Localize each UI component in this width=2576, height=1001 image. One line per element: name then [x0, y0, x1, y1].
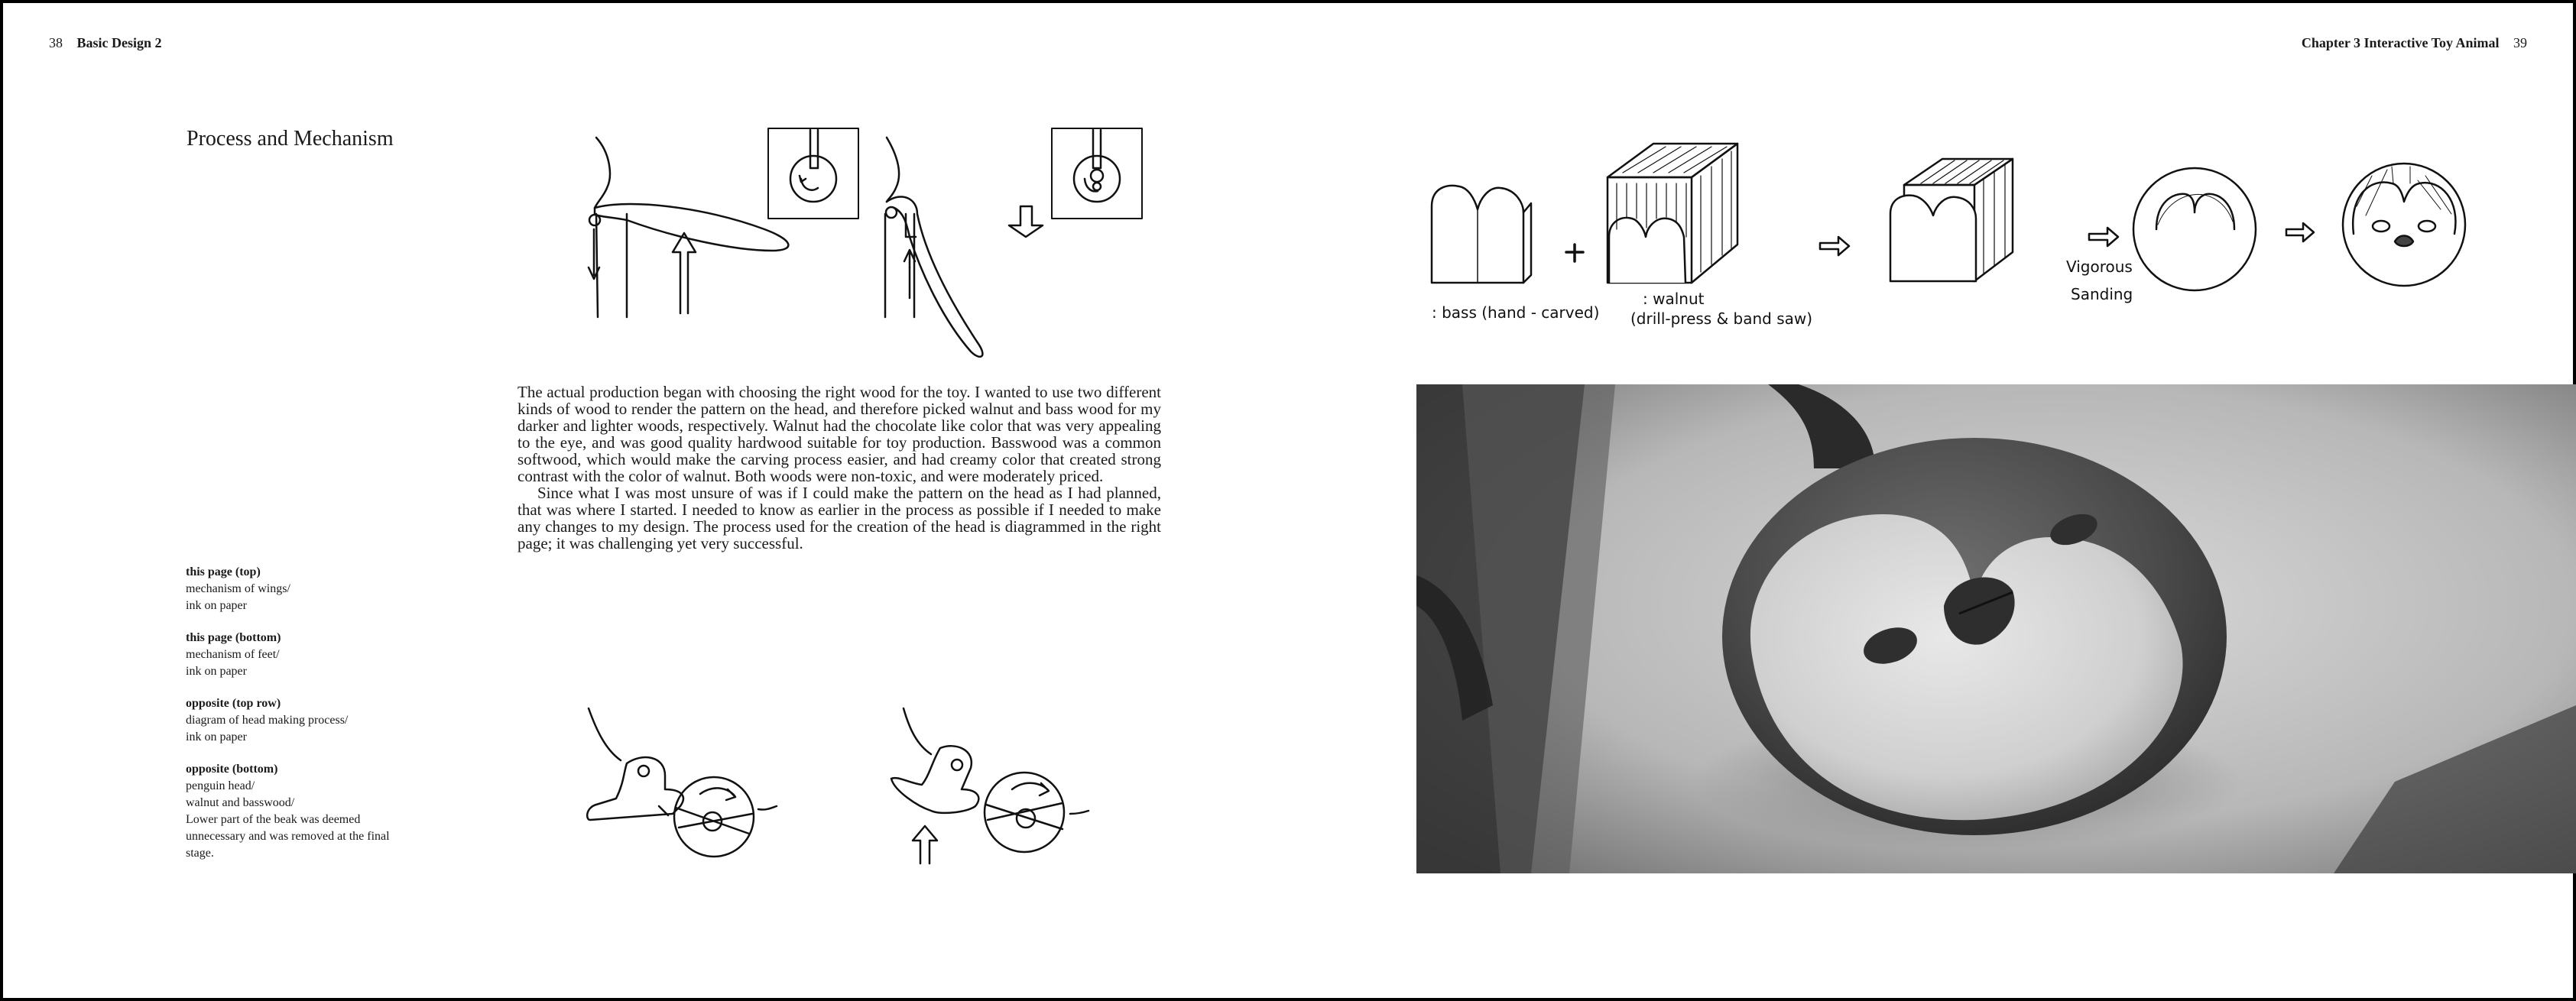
- caption-title: this page (bottom): [186, 631, 281, 644]
- captions: [186, 564, 430, 877]
- caption-line: mechanism of feet/: [186, 648, 280, 661]
- body-paragraph-2: Since what I was most unsure of was if I could make the pattern on the head as I had planned, that was where I started. I needed to know as earlier in the process as possible if I needed to make any changes to my design. The process used for the creation of the head is diagrammed in the right page; it was challenging yet very successful.: [517, 484, 1161, 552]
- caption-line: penguin head/: [186, 779, 255, 792]
- label-walnut: : walnut: [1643, 290, 1705, 308]
- caption-this-page-top: [186, 564, 430, 614]
- wing-mechanism-sketch: [550, 122, 1162, 367]
- right-running-title: Chapter 3 Interactive Toy Animal: [2301, 35, 2500, 50]
- caption-line: unnecessary and was removed at the final: [186, 830, 390, 843]
- caption-title: opposite (bottom): [186, 763, 278, 776]
- right-running-head: [2302, 35, 2527, 51]
- caption-opposite-bottom: [186, 761, 430, 862]
- penguin-head-photo-art: [1416, 384, 2576, 873]
- caption-line: stage.: [186, 847, 214, 860]
- caption-line: ink on paper: [186, 731, 247, 743]
- left-running-head: [49, 35, 162, 51]
- right-page-number: 39: [2513, 35, 2527, 50]
- label-walnut-method: (drill-press & band saw): [1630, 309, 1813, 328]
- head-making-process-diagram: [1416, 130, 2555, 344]
- penguin-head-photo: [1416, 384, 2576, 873]
- walnut-block-sketch: [1608, 144, 1737, 283]
- left-page-number: 38: [49, 35, 63, 50]
- caption-line: ink on paper: [186, 599, 247, 612]
- caption-line: Lower part of the beak was deemed: [186, 813, 361, 826]
- body-text: [517, 384, 1161, 552]
- label-bass: : bass (hand - carved): [1432, 303, 1600, 322]
- label-vigorous: Vigorous: [2066, 258, 2133, 276]
- caption-opposite-top-row: [186, 695, 430, 746]
- left-running-title: Basic Design 2: [76, 35, 162, 50]
- caption-line: mechanism of wings/: [186, 582, 290, 595]
- body-paragraph-1: The actual production began with choosing the right wood for the toy. I wanted to use two different kinds of wood to render the pattern on the head, and therefore picked walnut and bass wood for my darker and lighter woods, respectively. Walnut had the chocolate like color that was very appealing to the eye, and was good quality hardwood suitable for toy production. Basswood was a common softwood, which would make the carving process easier, and had creamy color that created strong contrast with the color of walnut. Both woods were non-toxic, and were moderately priced.: [517, 383, 1161, 485]
- caption-line: walnut and basswood/: [186, 796, 295, 809]
- caption-line: ink on paper: [186, 665, 247, 678]
- label-sanding: Sanding: [2071, 285, 2133, 303]
- caption-title: opposite (top row): [186, 697, 281, 710]
- caption-line: diagram of head making process/: [186, 714, 349, 727]
- caption-title: this page (top): [186, 565, 261, 578]
- caption-this-page-bottom: [186, 630, 430, 680]
- section-heading: Process and Mechanism: [187, 127, 394, 151]
- feet-mechanism-sketch: [558, 699, 1124, 875]
- right-page: [1288, 0, 2576, 1001]
